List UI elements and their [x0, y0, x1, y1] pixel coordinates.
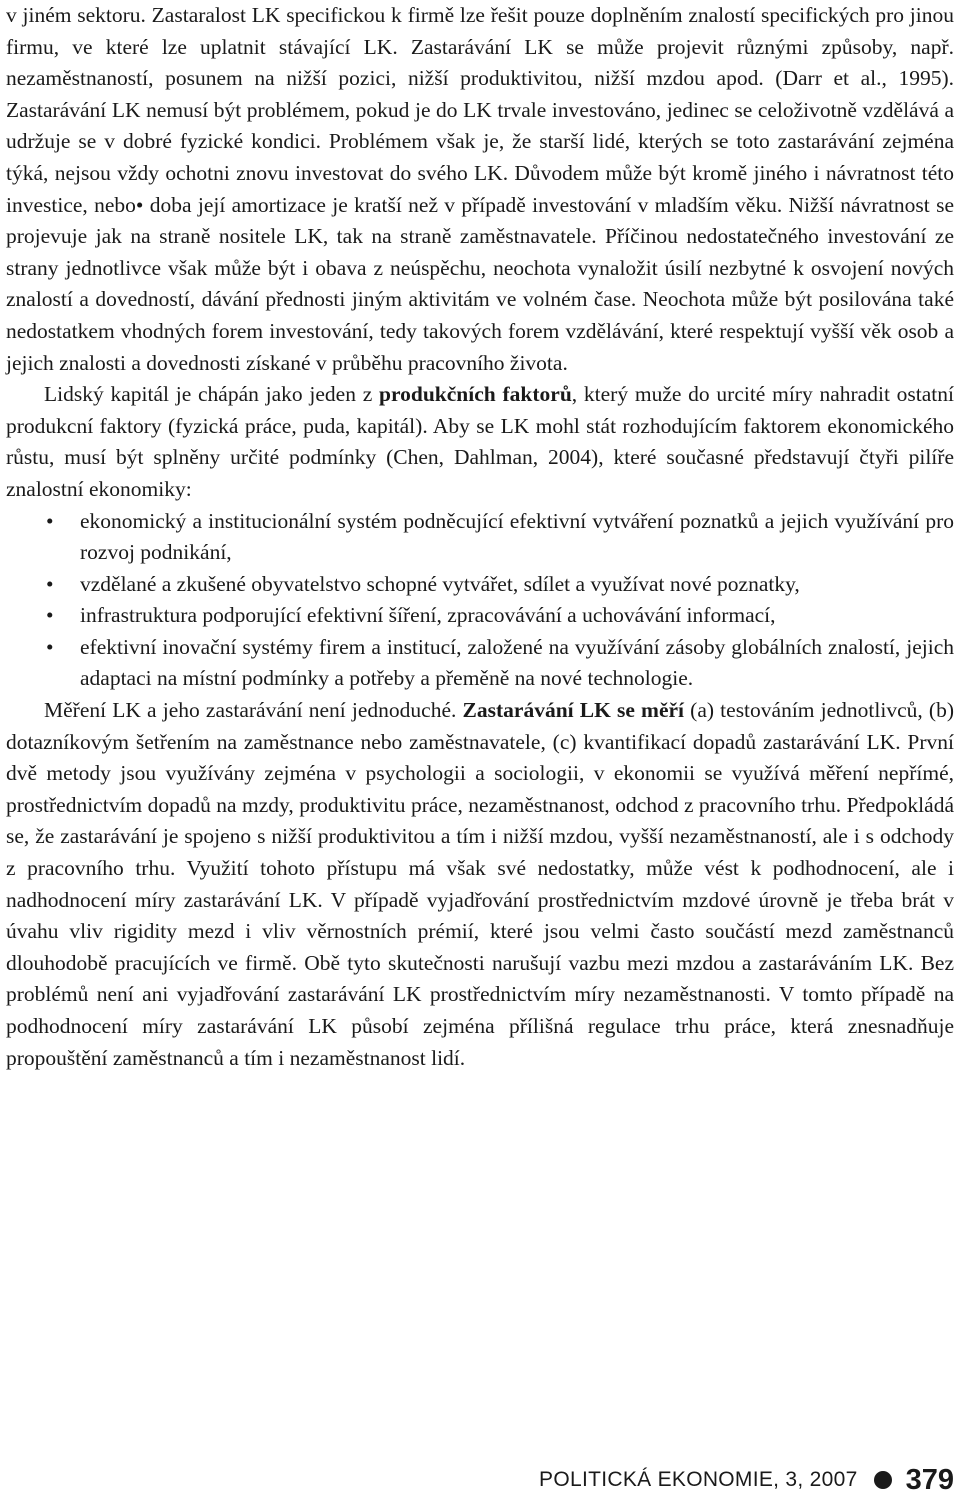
paragraph-2-bold-term: produkčních faktorů [379, 382, 572, 407]
bullet-dot-icon [874, 1471, 892, 1489]
list-item: • efektivní inovační systémy firem a institucí, založené na využívání zásoby globálních znalostí, jejich adaptaci na místní podmínky a potřeby a přeměně na nové technologie. [6, 632, 954, 695]
pillars-list [6, 506, 954, 696]
page-footer [0, 1460, 954, 1500]
paragraph-3-bold-term: Zastarávání LK se měří [462, 698, 685, 723]
paragraph-3 [6, 695, 954, 1074]
paragraph-3-text-start: Měření LK a jeho zastarávání není jednoduché. [44, 698, 463, 723]
paragraph-1: v jiném sektoru. Zastaralost LK specifickou k firmě lze řešit pouze doplněním znalostí specifických pro jinou firmu, ve které lze uplatnit stávající LK. Zastarávání LK se může projevit různými způsoby, např. nezaměstnaností, posunem na nižší pozici, nižší produktivitou, nižší mzdou apod. (Darr et al., 1995). Zastarávání LK nemusí být problémem, pokud je do LK trvale investováno, jedinec se celoživotně vzdělává a udržuje se v dobré fyzické kondici. Problémem však je, že starší lidé, kterých se toto zastarávání zejména týká, nejsou vždy ochotni znovu investovat do svého LK. Důvodem může být kromě jiného i návratnost této investice, nebo• doba její amortizace je kratší než v případě investování v mladším věku. Nižší návratnost se projevuje jak na straně nositele LK, tak na straně zaměstnavatele. Příčinou nedostatečného investování ze strany jednotlivce však může být i obava z neúspěchu, neochota vynaložit úsilí nezbytné k osvojení nových znalostí a dovedností, dávání přednosti jiným aktivitám ve volném čase. Neochota může být posilována také nedostatkem vhodných forem investování, tedy takových forem vzdělávání, které respektují vyšší věk osob a jejich znalosti a dovednosti získané v průběhu pracovního života. [6, 3, 954, 375]
paragraph-2-text-start: Lidský kapitál je chápán jako jeden z [44, 382, 380, 407]
journal-name: POLITICKÁ EKONOMIE, 3, 2007 [539, 1468, 858, 1491]
list-item: • ekonomický a institucionální systém podněcující efektivní vytváření poznatků a jejich využívání pro rozvoj podnikání, [6, 506, 954, 569]
paragraph-3-text-end: (a) testováním jednotlivců, (b) dotazníkovým šetřením na zaměstnance nebo zaměstnavatele, (c) kvantifikací dopadů zastarávání LK. První dvě metody jsou využívány zejména v psychologii a sociologii, v ekonomii se využívá měření nepřímé, prostřednictvím dopadů na mzdy, produktivitu práce, nezaměstnanost, odchod z pracovního trhu. Předpokládá se, že zastarávání je spojeno s nižší produktivitou a tím i nižší mzdou, vyšší nezaměstnaností, ale i s odchody z pracovního trhu. Využití tohoto přístupu má však své nedostatky, může vést k podhodnocení, ale i nadhodnocení míry zastarávání LK. V případě vyjadřování prostřednictvím mzdové úrovně je třeba brát v úvahu vliv rigidity mezd i vliv věrnostních prémií, které jsou velmi často součástí mezd zaměstnanců dlouhodobě pracujících ve firmě. Obě tyto skutečnosti narušují vazbu mezi mzdou a zastaráváním LK. Bez problémů není ani vyjadřování zastarávání LK prostřednictvím míry nezaměstnanosti. V tomto případě na podhodnocení míry zastarávání LK působí zejména přílišná regulace trhu práce, která znesnadňuje propouštění zaměstnanců a tím i nezaměstnanost lidí. [6, 698, 954, 1070]
paragraph-2-text-end: , který muže do urcité míry nahradit ostatní produkcní faktory (fyzická práce, puda, kapitál). Aby se LK mohl stát rozhodujícím faktorem ekonomického růstu, musí být splněny určité podmínky (Chen, Dahlman, 2004), které současné představují čtyři pilíře znalostní ekonomiky: [6, 382, 954, 501]
page-number: 379 [905, 1463, 954, 1496]
paragraph-2 [6, 379, 954, 505]
article-body [6, 0, 954, 1074]
list-item: • vzdělané a zkušené obyvatelstvo schopné vytvářet, sdílet a využívat nové poznatky, [6, 569, 954, 601]
list-item: • infrastruktura podporující efektivní šíření, zpracovávání a uchovávání informací, [6, 600, 954, 632]
